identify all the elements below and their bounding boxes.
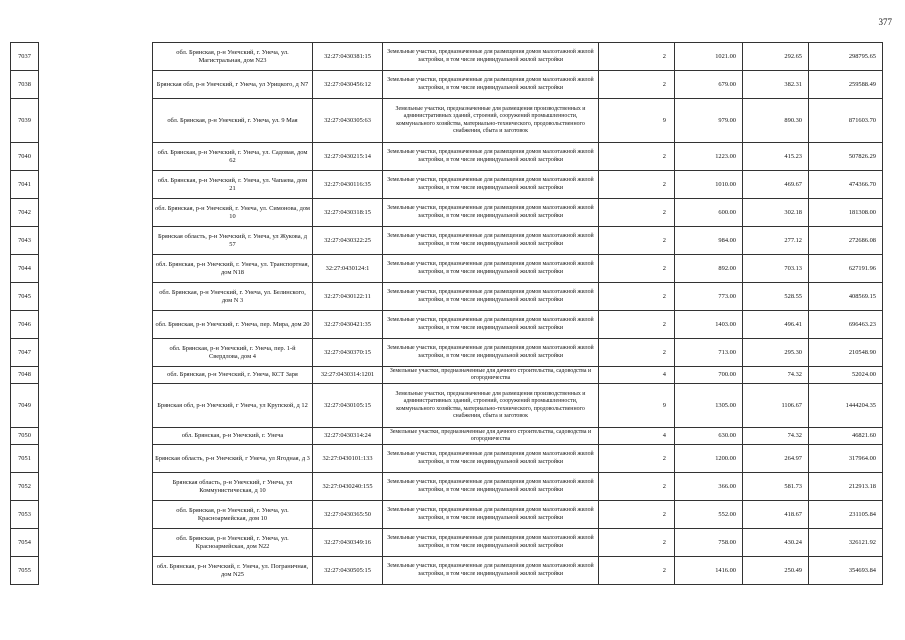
row-group: 2	[599, 311, 675, 339]
row-id: 7046	[11, 311, 39, 339]
table-row	[11, 255, 883, 283]
row-cadastral-number: 32:27:0430365:50	[313, 501, 383, 529]
registry-rows	[11, 43, 883, 585]
row-id: 7044	[11, 255, 39, 283]
row-id: 7053	[11, 501, 39, 529]
table-row	[11, 339, 883, 367]
row-cadastral-value: 272686.08	[809, 227, 883, 255]
row-cadastral-number: 32:27:0430314:1201	[313, 367, 383, 384]
row-rate: 890.30	[743, 99, 809, 143]
row-group: 2	[599, 529, 675, 557]
row-group: 2	[599, 283, 675, 311]
row-address: Брянская область, р-н Унечский, г Унеча, ул Ягодная, д 3	[153, 445, 313, 473]
row-id: 7052	[11, 473, 39, 501]
row-group: 2	[599, 171, 675, 199]
row-land-use: Земельные участки, предназначенные для размещения домов малоэтажной жилой застройки, в том числе индивидуальной жилой застройки	[383, 445, 599, 473]
row-rate: 415.23	[743, 143, 809, 171]
blank-gap	[39, 428, 153, 445]
row-area: 1403.00	[675, 311, 743, 339]
row-group: 2	[599, 445, 675, 473]
row-area: 1010.00	[675, 171, 743, 199]
row-address: обл. Брянская, р-н Унечский, г. Унеча, ул. Транспортная, дом N18	[153, 255, 313, 283]
row-rate: 292.65	[743, 43, 809, 71]
row-cadastral-number: 32:27:0430381:15	[313, 43, 383, 71]
row-cadastral-value: 871603.70	[809, 99, 883, 143]
row-cadastral-value: 46821.60	[809, 428, 883, 445]
row-land-use: Земельные участки, предназначенные для размещения домов малоэтажной жилой застройки, в том числе индивидуальной жилой застройки	[383, 311, 599, 339]
table-row	[11, 71, 883, 99]
row-id: 7043	[11, 227, 39, 255]
row-land-use: Земельные участки, предназначенные для размещения домов малоэтажной жилой застройки, в том числе индивидуальной жилой застройки	[383, 473, 599, 501]
row-address: обл. Брянская, р-н Унечский, г. Унеча, ул. 9 Мая	[153, 99, 313, 143]
row-id: 7045	[11, 283, 39, 311]
row-cadastral-value: 474366.70	[809, 171, 883, 199]
table-row	[11, 529, 883, 557]
row-cadastral-value: 210548.90	[809, 339, 883, 367]
row-id: 7038	[11, 71, 39, 99]
row-land-use: Земельные участки, предназначенные для размещения домов малоэтажной жилой застройки, в том числе индивидуальной жилой застройки	[383, 339, 599, 367]
row-cadastral-number: 32:27:0430370:15	[313, 339, 383, 367]
row-address: Брянская обл, р-н Унечский, г Унеча, ул Крупской, д 12	[153, 384, 313, 428]
row-area: 366.00	[675, 473, 743, 501]
row-land-use: Земельные участки, предназначенные для размещения домов малоэтажной жилой застройки, в том числе индивидуальной жилой застройки	[383, 557, 599, 585]
blank-gap	[39, 255, 153, 283]
row-cadastral-value: 507826.29	[809, 143, 883, 171]
blank-gap	[39, 311, 153, 339]
blank-gap	[39, 384, 153, 428]
row-group: 9	[599, 384, 675, 428]
row-area: 1200.00	[675, 445, 743, 473]
table-row	[11, 473, 883, 501]
table-row	[11, 143, 883, 171]
row-land-use: Земельные участки, предназначенные для дачного строительства, садоводства и огородничества	[383, 428, 599, 445]
row-cadastral-number: 32:27:0430124:1	[313, 255, 383, 283]
row-address: обл. Брянская, р-н Унечский, г. Унеча, КСТ Заря	[153, 367, 313, 384]
row-group: 2	[599, 227, 675, 255]
table-row	[11, 367, 883, 384]
row-area: 1416.00	[675, 557, 743, 585]
row-cadastral-value: 231105.84	[809, 501, 883, 529]
row-land-use: Земельные участки, предназначенные для размещения домов малоэтажной жилой застройки, в том числе индивидуальной жилой застройки	[383, 171, 599, 199]
row-group: 2	[599, 501, 675, 529]
row-id: 7051	[11, 445, 39, 473]
table-row	[11, 43, 883, 71]
blank-gap	[39, 143, 153, 171]
row-rate: 418.67	[743, 501, 809, 529]
row-id: 7037	[11, 43, 39, 71]
row-land-use: Земельные участки, предназначенные для размещения домов малоэтажной жилой застройки, в том числе индивидуальной жилой застройки	[383, 255, 599, 283]
blank-gap	[39, 529, 153, 557]
row-group: 2	[599, 255, 675, 283]
row-cadastral-value: 317964.00	[809, 445, 883, 473]
row-cadastral-value: 52024.00	[809, 367, 883, 384]
row-rate: 430.24	[743, 529, 809, 557]
row-id: 7039	[11, 99, 39, 143]
row-id: 7049	[11, 384, 39, 428]
row-group: 4	[599, 428, 675, 445]
row-land-use: Земельные участки, предназначенные для размещения домов малоэтажной жилой застройки, в том числе индивидуальной жилой застройки	[383, 199, 599, 227]
row-address: обл. Брянская, р-н Унечский, г. Унеча, ул. Красноармейская, дом N22	[153, 529, 313, 557]
table-row	[11, 311, 883, 339]
row-address: Брянская обл, р-н Унечский, г Унеча, ул Урицкого, д N7	[153, 71, 313, 99]
row-address: обл. Брянская, р-н Унечский, г. Унеча	[153, 428, 313, 445]
row-rate: 74.32	[743, 428, 809, 445]
row-cadastral-value: 326121.92	[809, 529, 883, 557]
row-address: Брянская область, р-н Унечский, г. Унеча, ул Жукова, д 57	[153, 227, 313, 255]
table-row	[11, 428, 883, 445]
row-rate: 581.73	[743, 473, 809, 501]
row-address: обл. Брянская, р-н Унечский, г. Унеча, ул. Красноармейская, дом 10	[153, 501, 313, 529]
row-area: 630.00	[675, 428, 743, 445]
row-area: 979.00	[675, 99, 743, 143]
blank-gap	[39, 227, 153, 255]
row-cadastral-value: 298795.65	[809, 43, 883, 71]
row-area: 758.00	[675, 529, 743, 557]
table-row	[11, 171, 883, 199]
blank-gap	[39, 43, 153, 71]
table-row	[11, 384, 883, 428]
table-row	[11, 445, 883, 473]
row-area: 1021.00	[675, 43, 743, 71]
row-cadastral-number: 32:27:0430456:12	[313, 71, 383, 99]
row-cadastral-value: 696463.23	[809, 311, 883, 339]
row-rate: 1106.67	[743, 384, 809, 428]
row-rate: 74.32	[743, 367, 809, 384]
row-land-use: Земельные участки, предназначенные для размещения домов малоэтажной жилой застройки, в том числе индивидуальной жилой застройки	[383, 501, 599, 529]
row-cadastral-number: 32:27:0430105:15	[313, 384, 383, 428]
table-row	[11, 199, 883, 227]
row-cadastral-value: 408569.15	[809, 283, 883, 311]
row-cadastral-value: 181308.00	[809, 199, 883, 227]
row-land-use: Земельные участки, предназначенные для размещения домов малоэтажной жилой застройки, в том числе индивидуальной жилой застройки	[383, 283, 599, 311]
row-cadastral-value: 212913.18	[809, 473, 883, 501]
row-rate: 528.55	[743, 283, 809, 311]
row-rate: 469.67	[743, 171, 809, 199]
blank-gap	[39, 171, 153, 199]
row-area: 1305.00	[675, 384, 743, 428]
row-cadastral-number: 32:27:0430101:133	[313, 445, 383, 473]
page-number: 377	[878, 17, 892, 27]
row-id: 7041	[11, 171, 39, 199]
blank-gap	[39, 367, 153, 384]
row-group: 2	[599, 339, 675, 367]
row-land-use: Земельные участки, предназначенные для размещения домов малоэтажной жилой застройки, в том числе индивидуальной жилой застройки	[383, 529, 599, 557]
blank-gap	[39, 473, 153, 501]
blank-gap	[39, 99, 153, 143]
row-land-use: Земельные участки, предназначенные для размещения домов малоэтажной жилой застройки, в том числе индивидуальной жилой застройки	[383, 227, 599, 255]
row-id: 7048	[11, 367, 39, 384]
row-cadastral-value: 259588.49	[809, 71, 883, 99]
row-land-use: Земельные участки, предназначенные для размещения домов малоэтажной жилой застройки, в том числе индивидуальной жилой застройки	[383, 43, 599, 71]
row-cadastral-number: 32:27:0430349:16	[313, 529, 383, 557]
row-area: 773.00	[675, 283, 743, 311]
row-cadastral-number: 32:27:0430240:155	[313, 473, 383, 501]
table-row	[11, 283, 883, 311]
row-land-use: Земельные участки, предназначенные для размещения домов малоэтажной жилой застройки, в том числе индивидуальной жилой застройки	[383, 143, 599, 171]
row-address: обл. Брянская, р-н Унечский, г. Унеча, ул. Чапаева, дом 21	[153, 171, 313, 199]
row-area: 984.00	[675, 227, 743, 255]
row-cadastral-number: 32:27:0430322:25	[313, 227, 383, 255]
row-cadastral-value: 1444204.35	[809, 384, 883, 428]
row-cadastral-number: 32:27:0430314:24	[313, 428, 383, 445]
row-cadastral-number: 32:27:0430421:35	[313, 311, 383, 339]
row-area: 679.00	[675, 71, 743, 99]
row-cadastral-number: 32:27:0430505:15	[313, 557, 383, 585]
row-group: 9	[599, 99, 675, 143]
row-area: 713.00	[675, 339, 743, 367]
row-group: 2	[599, 43, 675, 71]
row-cadastral-number: 32:27:0430122:11	[313, 283, 383, 311]
row-address: обл. Брянская, р-н Унечский, г. Унеча, ул. Садовая, дом 62	[153, 143, 313, 171]
blank-gap	[39, 199, 153, 227]
row-area: 552.00	[675, 501, 743, 529]
row-id: 7055	[11, 557, 39, 585]
row-group: 2	[599, 473, 675, 501]
row-rate: 302.18	[743, 199, 809, 227]
row-address: обл. Брянская, р-н Унечский, г. Унеча, ул. Симонова, дом 10	[153, 199, 313, 227]
row-rate: 295.30	[743, 339, 809, 367]
row-address: обл. Брянская, р-н Унечский, г. Унеча, ул. Пограничная, дом N25	[153, 557, 313, 585]
row-cadastral-value: 354693.84	[809, 557, 883, 585]
land-registry-table	[10, 42, 883, 585]
row-rate: 277.12	[743, 227, 809, 255]
blank-gap	[39, 283, 153, 311]
row-rate: 382.31	[743, 71, 809, 99]
row-area: 1223.00	[675, 143, 743, 171]
row-rate: 496.41	[743, 311, 809, 339]
row-id: 7054	[11, 529, 39, 557]
row-address: Брянская область, р-н Унечский, г Унеча, ул Коммунистическая, д 10	[153, 473, 313, 501]
row-area: 700.00	[675, 367, 743, 384]
row-address: обл. Брянская, р-н Унечский, г. Унеча, ул. Белинского, дом N 3	[153, 283, 313, 311]
row-rate: 250.49	[743, 557, 809, 585]
table-row	[11, 557, 883, 585]
row-area: 600.00	[675, 199, 743, 227]
row-cadastral-number: 32:27:0430305:63	[313, 99, 383, 143]
row-cadastral-value: 627191.96	[809, 255, 883, 283]
table-row	[11, 501, 883, 529]
row-cadastral-number: 32:27:0430318:15	[313, 199, 383, 227]
row-id: 7047	[11, 339, 39, 367]
blank-gap	[39, 339, 153, 367]
blank-gap	[39, 557, 153, 585]
row-group: 2	[599, 71, 675, 99]
blank-gap	[39, 501, 153, 529]
row-cadastral-number: 32:27:0430215:14	[313, 143, 383, 171]
table-row	[11, 227, 883, 255]
row-group: 2	[599, 199, 675, 227]
row-land-use: Земельные участки, предназначенные для дачного строительства, садоводства и огородничества	[383, 367, 599, 384]
row-address: обл. Брянская, р-н Унечский, г. Унеча, пер. 1-й Свердлова, дом 4	[153, 339, 313, 367]
row-rate: 264.97	[743, 445, 809, 473]
row-id: 7040	[11, 143, 39, 171]
row-group: 2	[599, 557, 675, 585]
row-land-use: Земельные участки, предназначенные для размещения производственных и административных зданий, строений, сооружений промышленности, коммунального хозяйства, материально-технического, продовольственного снабжения, сбыта и заготовок	[383, 99, 599, 143]
row-land-use: Земельные участки, предназначенные для размещения производственных и административных зданий, строений, сооружений промышленности, коммунального хозяйства, материально-технического, продовольственного снабжения, сбыта и заготовок	[383, 384, 599, 428]
row-id: 7042	[11, 199, 39, 227]
row-address: обл. Брянская, р-н Унечский, г. Унеча, ул. Магистральная, дом N23	[153, 43, 313, 71]
row-land-use: Земельные участки, предназначенные для размещения домов малоэтажной жилой застройки, в том числе индивидуальной жилой застройки	[383, 71, 599, 99]
blank-gap	[39, 445, 153, 473]
row-group: 4	[599, 367, 675, 384]
row-group: 2	[599, 143, 675, 171]
row-rate: 703.13	[743, 255, 809, 283]
row-id: 7050	[11, 428, 39, 445]
row-area: 892.00	[675, 255, 743, 283]
row-cadastral-number: 32:27:0430116:35	[313, 171, 383, 199]
row-address: обл. Брянская, р-н Унечский, г. Унеча, пер. Мира, дом 20	[153, 311, 313, 339]
blank-gap	[39, 71, 153, 99]
table-row	[11, 99, 883, 143]
